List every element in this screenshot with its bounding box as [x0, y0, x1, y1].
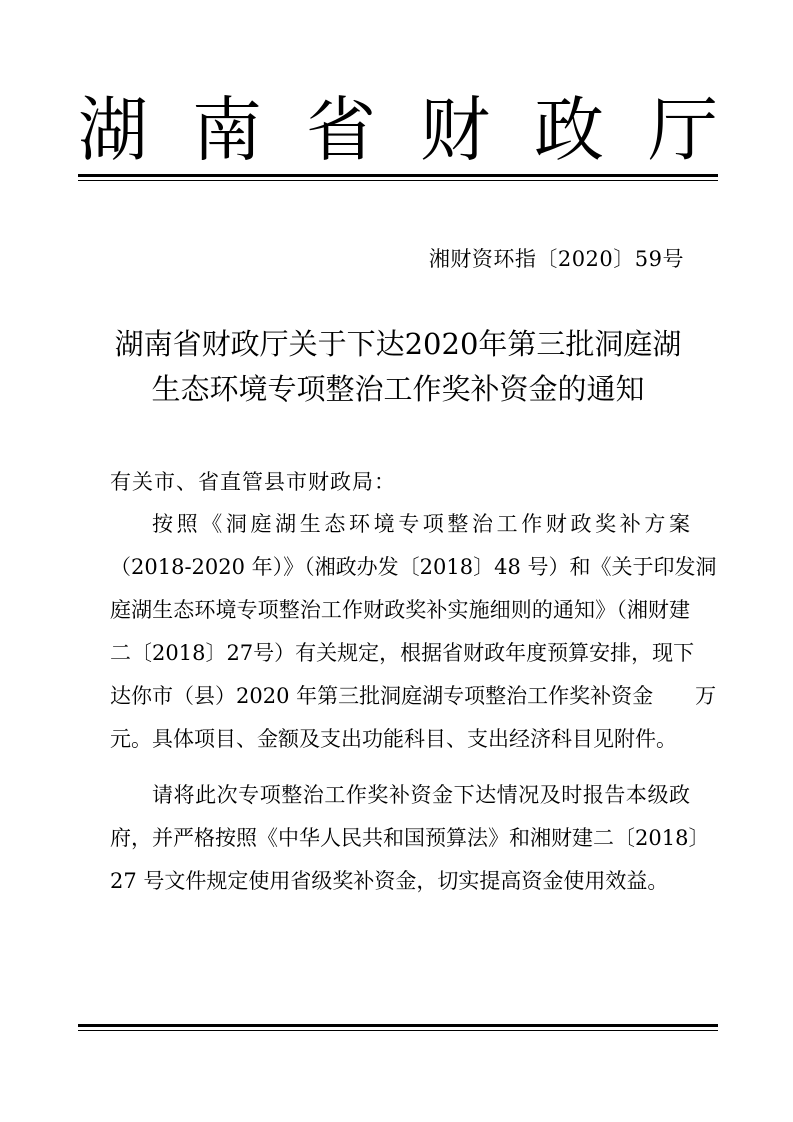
paragraph-line: （2018-2020 年）》（湘政办发〔2018〕48 号）和《关于印发洞: [110, 555, 717, 579]
header-char: 厅: [648, 89, 718, 171]
header-rule-thin: [78, 180, 718, 181]
paragraph-line: 庭湖生态环境专项整治工作财政奖补实施细则的通知》（湘财建: [110, 598, 690, 622]
issuing-authority-header: [78, 88, 718, 172]
paragraph-line: 请将此次专项整治工作奖补资金下达情况及时报告本级政: [152, 783, 690, 807]
footer-rule-thin: [78, 1030, 718, 1031]
paragraph-line: 27 号文件规定使用省级奖补资金，切实提高资金使用效益。: [110, 869, 669, 893]
paragraph-line: 府，并严格按照《中华人民共和国预算法》和湘财建二〔2018〕: [110, 826, 710, 850]
header-rule-thick: [78, 174, 718, 177]
title-line: 湖南省财政厅关于下达2020年第三批洞庭湖: [114, 327, 682, 361]
paragraph-line: 二〔2018〕27号）有关规定，根据省财政年度预算安排，现下: [110, 641, 695, 665]
header-char: 政: [534, 89, 604, 171]
addressee: 有关市、省直管县市财政局：: [110, 470, 396, 494]
paragraph-line: 按照《洞庭湖生态环境专项整治工作财政奖补方案: [152, 512, 690, 536]
document-title: [78, 322, 718, 412]
paragraph-line: 达你市（县）2020 年第三批洞庭湖专项整治工作奖补资金 万: [110, 684, 717, 708]
document-number: 湘财资环指〔2020〕59号: [428, 247, 684, 271]
header-char: 湖: [78, 89, 148, 171]
footer-rule-thick: [78, 1024, 718, 1027]
title-line: 生态环境专项整治工作奖补资金的通知: [151, 372, 645, 406]
paragraph-line: 元。具体项目、金额及支出功能科目、支出经济科目见附件。: [110, 727, 677, 751]
header-char: 南: [192, 89, 262, 171]
header-char: 财: [420, 89, 490, 171]
header-char: 省: [306, 89, 376, 171]
